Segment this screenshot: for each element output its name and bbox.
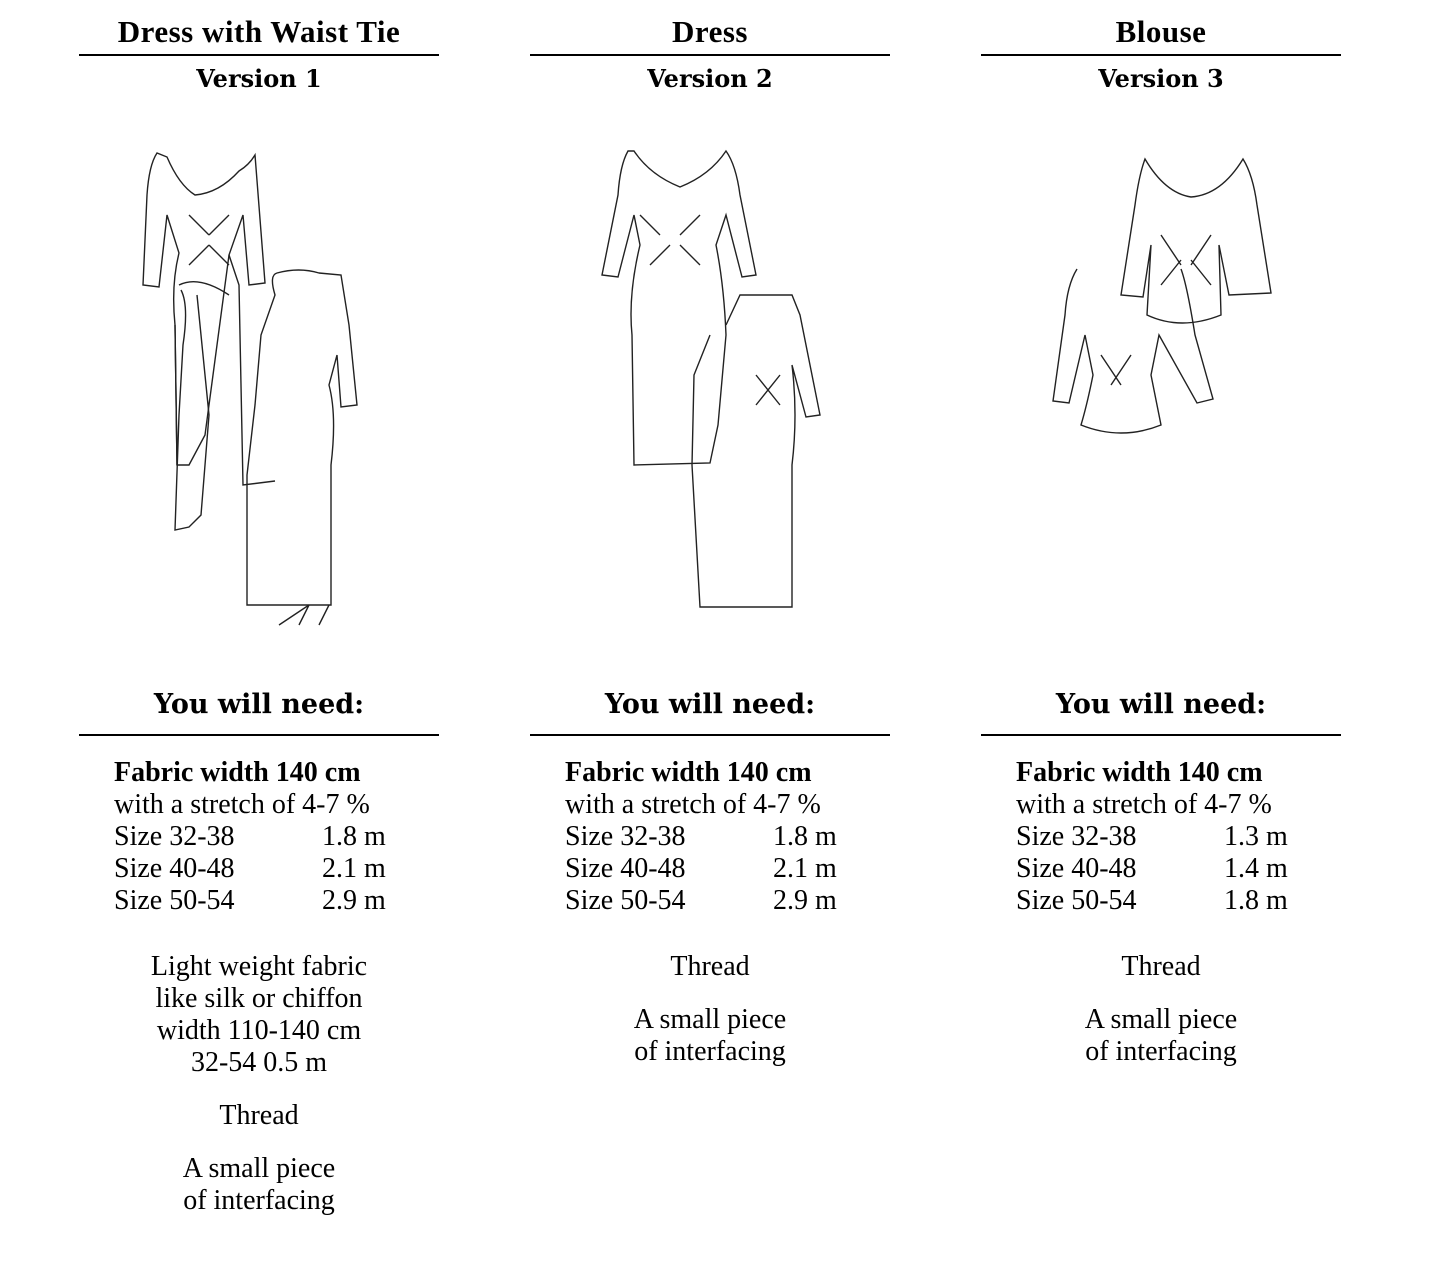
size-table xyxy=(114,821,434,917)
section-divider xyxy=(530,734,890,736)
fabric-width: Fabric width 140 cm xyxy=(114,757,361,788)
fabric-width: Fabric width 140 cm xyxy=(565,757,812,788)
size-row xyxy=(114,853,434,885)
material-line: Light weight fabric xyxy=(150,951,368,982)
additional-materials xyxy=(530,951,890,1089)
version-label: Version 2 xyxy=(647,64,773,93)
size-range: Size 40-48 xyxy=(565,853,686,884)
size-range: Size 32-38 xyxy=(565,821,686,852)
fabric-requirements xyxy=(565,757,885,917)
size-range: Size 32-38 xyxy=(1016,821,1137,852)
material-line: Thread xyxy=(219,1100,299,1131)
material-line: A small piece xyxy=(1084,1004,1238,1035)
title-divider xyxy=(79,54,439,56)
size-range: Size 32-38 xyxy=(114,821,235,852)
size-range: Size 50-54 xyxy=(565,885,686,916)
size-range: Size 50-54 xyxy=(1016,885,1137,916)
garment-title: Blouse xyxy=(1115,14,1207,49)
fabric-requirements xyxy=(1016,757,1336,917)
size-row xyxy=(565,853,885,885)
additional-materials xyxy=(79,951,439,1238)
garment-sketch xyxy=(79,135,439,645)
material-line: Thread xyxy=(1121,951,1201,982)
fabric-amount: 2.9 m xyxy=(322,885,386,916)
material-item xyxy=(981,951,1341,983)
fabric-amount: 1.8 m xyxy=(1224,885,1288,916)
fabric-stretch: with a stretch of 4-7 % xyxy=(114,789,370,820)
fabric-stretch: with a stretch of 4-7 % xyxy=(565,789,821,820)
title-divider xyxy=(981,54,1341,56)
fabric-amount: 2.1 m xyxy=(773,853,837,884)
size-row xyxy=(114,821,434,853)
material-line: of interfacing xyxy=(1085,1036,1237,1067)
material-item xyxy=(79,951,439,1079)
you-will-need-heading: You will need: xyxy=(1055,689,1267,720)
material-line: A small piece xyxy=(633,1004,787,1035)
size-row xyxy=(1016,821,1336,853)
fabric-amount: 2.1 m xyxy=(322,853,386,884)
size-row xyxy=(1016,853,1336,885)
size-range: Size 40-48 xyxy=(114,853,235,884)
fabric-amount: 1.8 m xyxy=(773,821,837,852)
garment-title: Dress with Waist Tie xyxy=(117,14,401,49)
fabric-width: Fabric width 140 cm xyxy=(1016,757,1263,788)
version-label: Version 1 xyxy=(196,64,322,93)
material-item xyxy=(79,1100,439,1132)
fabric-amount: 1.8 m xyxy=(322,821,386,852)
you-will-need-heading: You will need: xyxy=(153,689,365,720)
fabric-requirements xyxy=(114,757,434,917)
garment-sketch xyxy=(981,135,1341,645)
size-row xyxy=(565,821,885,853)
fabric-amount: 2.9 m xyxy=(773,885,837,916)
material-item xyxy=(530,951,890,983)
material-line: Thread xyxy=(670,951,750,982)
material-item xyxy=(981,1004,1341,1068)
material-item xyxy=(79,1153,439,1217)
version-label: Version 3 xyxy=(1098,64,1224,93)
garment-sketch xyxy=(530,135,890,645)
fabric-stretch: with a stretch of 4-7 % xyxy=(1016,789,1272,820)
section-divider xyxy=(981,734,1341,736)
you-will-need-heading: You will need: xyxy=(604,689,816,720)
additional-materials xyxy=(981,951,1341,1089)
fabric-amount: 1.4 m xyxy=(1224,853,1288,884)
material-line: like silk or chiffon xyxy=(155,983,363,1014)
size-row xyxy=(114,885,434,917)
material-line: width 110-140 cm xyxy=(156,1015,362,1046)
fabric-amount: 1.3 m xyxy=(1224,821,1288,852)
size-range: Size 50-54 xyxy=(114,885,235,916)
title-divider xyxy=(530,54,890,56)
material-line: of interfacing xyxy=(634,1036,786,1067)
garment-title: Dress xyxy=(672,14,748,49)
size-table xyxy=(1016,821,1336,917)
material-line: 32-54 0.5 m xyxy=(190,1047,328,1078)
material-item xyxy=(530,1004,890,1068)
section-divider xyxy=(79,734,439,736)
material-line: A small piece xyxy=(182,1153,336,1184)
size-range: Size 40-48 xyxy=(1016,853,1137,884)
material-line: of interfacing xyxy=(183,1185,335,1216)
size-row xyxy=(1016,885,1336,917)
size-table xyxy=(565,821,885,917)
size-row xyxy=(565,885,885,917)
